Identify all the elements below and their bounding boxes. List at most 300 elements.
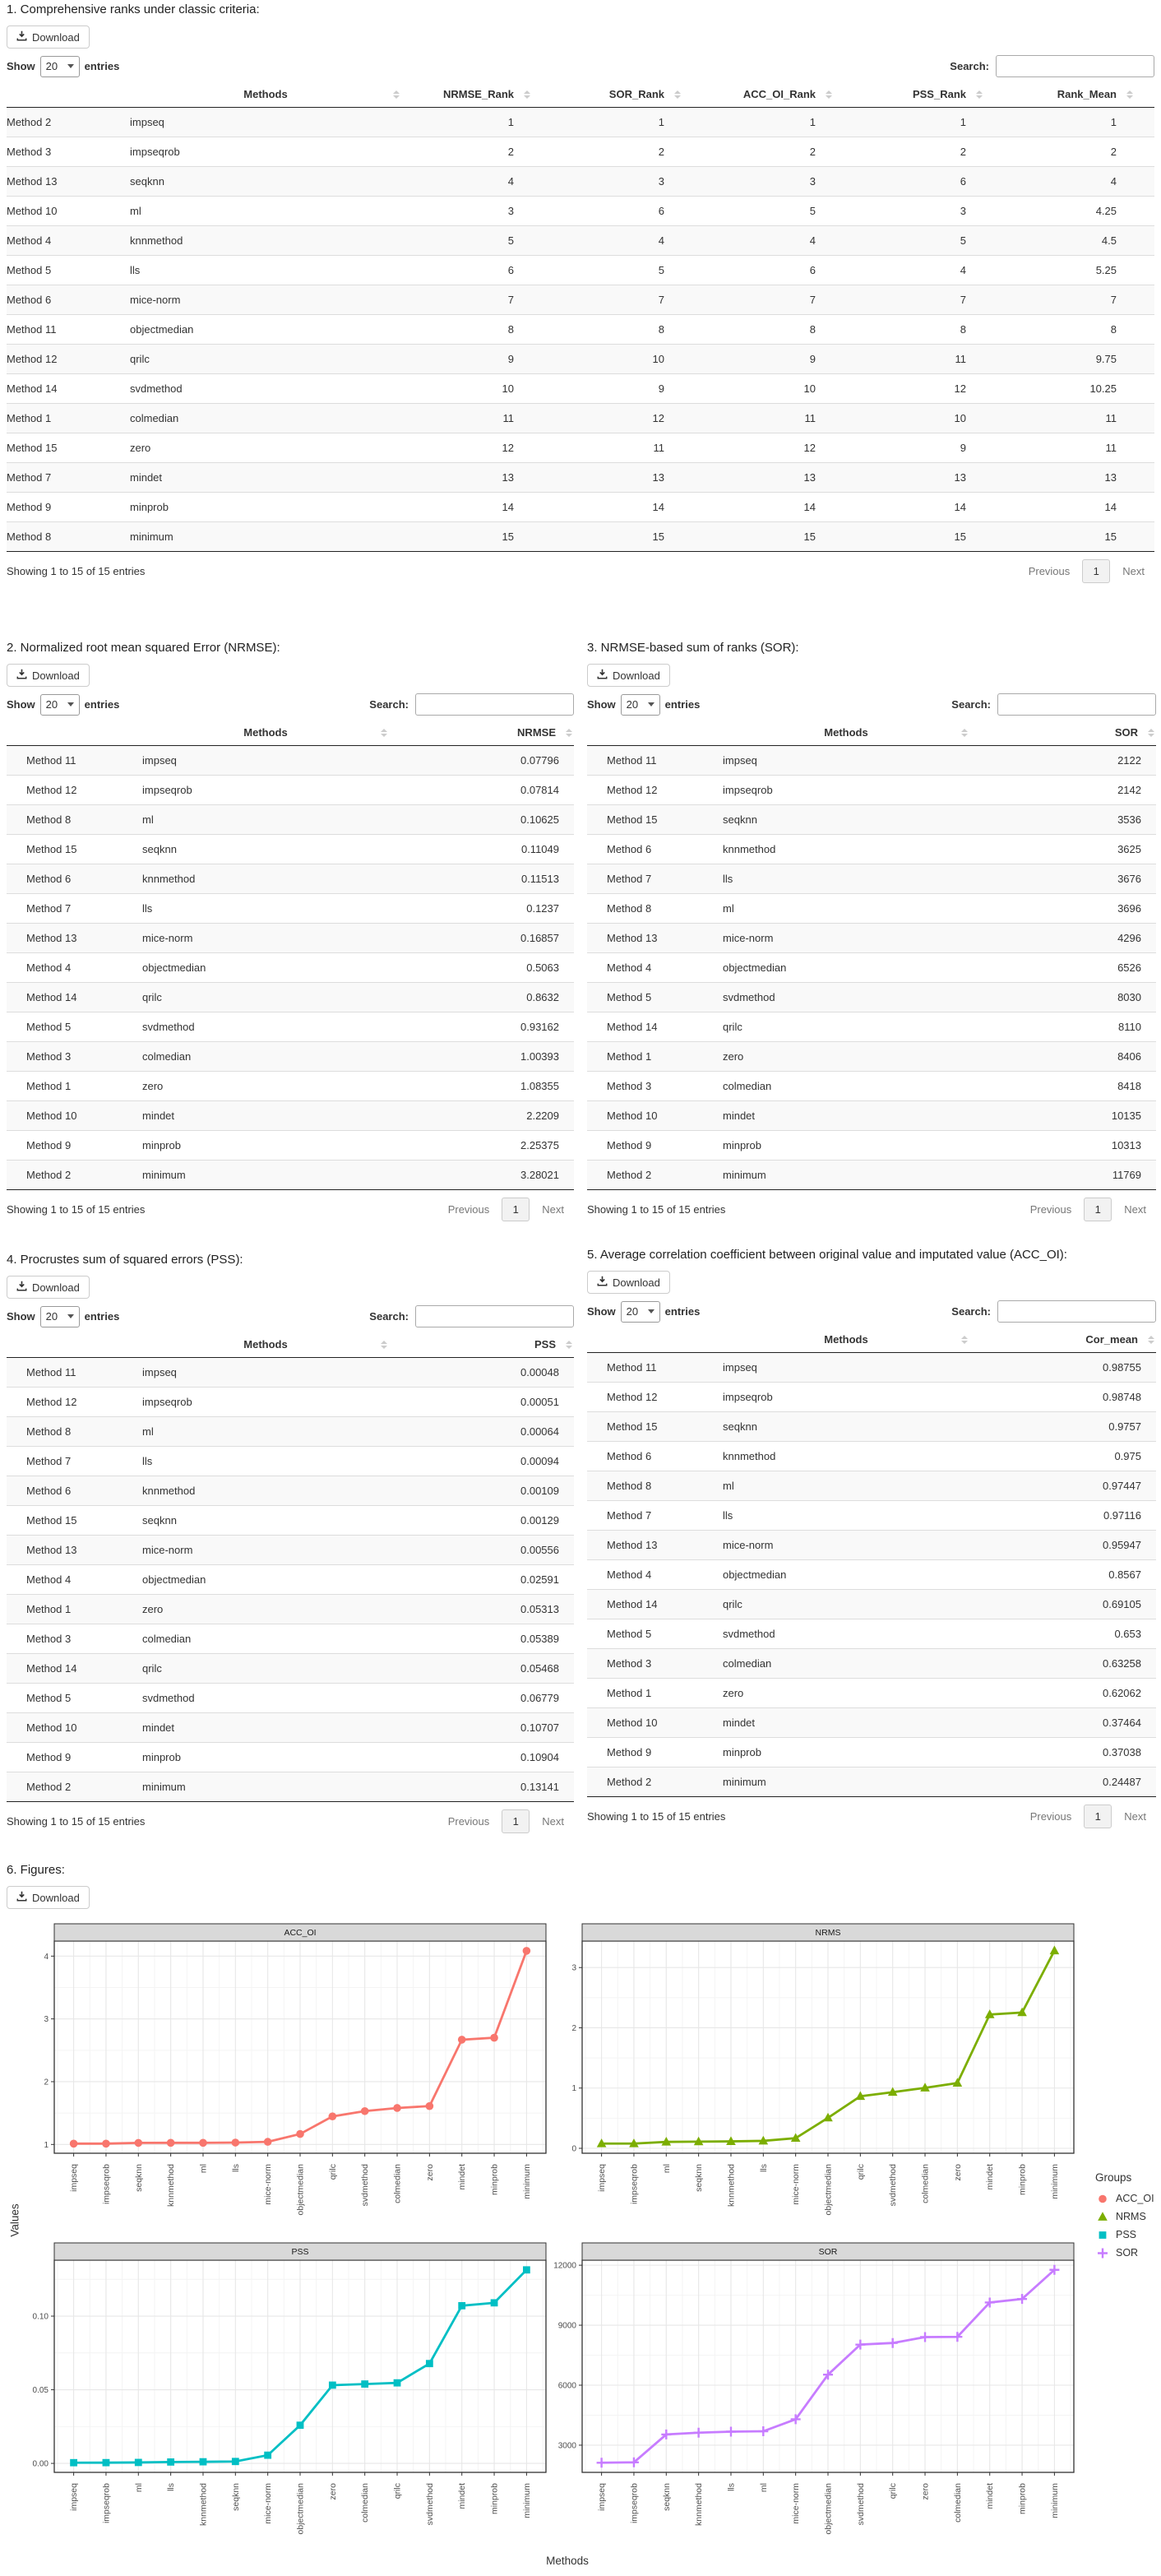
table-cell: 4 xyxy=(401,167,552,197)
table-cell: 0.05313 xyxy=(389,1595,574,1624)
table-cell: 15 xyxy=(552,522,702,552)
table-cell: ml xyxy=(142,805,389,835)
table-cell: 9 xyxy=(853,433,1004,463)
svg-text:minprob: minprob xyxy=(1017,2164,1028,2195)
download-button[interactable] xyxy=(7,25,90,49)
legend-item-label: PSS xyxy=(1116,2229,1137,2240)
table-row xyxy=(7,1131,574,1161)
table-cell: 0.37464 xyxy=(969,1708,1156,1738)
table-row xyxy=(7,463,1154,493)
table-cell: 7 xyxy=(1004,285,1154,315)
table-row xyxy=(587,983,1156,1012)
plot-acc-oi xyxy=(18,1923,548,2241)
table-cell: 3 xyxy=(401,197,552,226)
table-row xyxy=(587,864,1156,894)
svg-text:objectmedian: objectmedian xyxy=(823,2483,834,2535)
page-number-button[interactable]: 1 xyxy=(502,1198,530,1221)
table-cell: 9 xyxy=(702,345,853,374)
table-cell: Method 1 xyxy=(587,1042,723,1072)
table-row xyxy=(7,1743,574,1772)
column-header xyxy=(7,720,142,746)
table-cell: 4 xyxy=(1004,167,1154,197)
svg-text:zero: zero xyxy=(424,2164,435,2181)
table-cell: Method 11 xyxy=(607,1361,657,1374)
table-row xyxy=(587,1738,1156,1768)
section-figures xyxy=(7,1862,1154,1916)
download-button[interactable] xyxy=(587,1271,670,1294)
table-cell: Method 3 xyxy=(7,1624,142,1654)
page-size-select[interactable] xyxy=(621,1301,660,1323)
sort-icon xyxy=(961,1336,968,1344)
table-cell: zero xyxy=(142,1072,389,1101)
table-cell: 1 xyxy=(809,116,816,128)
svg-text:ml: ml xyxy=(661,2164,672,2174)
table-cell: 7 xyxy=(401,285,552,315)
previous-page-button[interactable]: Previous xyxy=(1028,565,1071,577)
table-cell: 4.25 xyxy=(1004,197,1154,226)
pss-legend-marker-icon xyxy=(1095,2228,1110,2242)
page-number-button[interactable]: 1 xyxy=(1082,559,1110,583)
page-length-control xyxy=(7,1306,119,1327)
table-cell: ml xyxy=(142,1417,389,1447)
table-cell: Method 5 xyxy=(7,1684,142,1713)
table-cell: 0.11513 xyxy=(389,864,574,894)
table-row xyxy=(587,1072,1156,1101)
table-cell: 8 xyxy=(853,315,1004,345)
download-button[interactable] xyxy=(7,1886,90,1909)
table-cell: Method 5 xyxy=(7,256,130,285)
table-cell: lls xyxy=(723,864,969,894)
next-page-button[interactable]: Next xyxy=(1124,1810,1146,1823)
table-cell: Method 7 xyxy=(587,864,723,894)
sor-table xyxy=(587,720,1156,1190)
column-header[interactable]: NRMSE_Rank xyxy=(401,82,552,108)
svg-text:PSS: PSS xyxy=(291,2247,309,2257)
svg-text:impseq: impseq xyxy=(597,2483,608,2511)
table-cell: impseq xyxy=(723,754,757,767)
page-size-select[interactable] xyxy=(40,694,80,716)
x-axis-title: Methods xyxy=(546,2555,589,2567)
svg-text:objectmedian: objectmedian xyxy=(295,2483,306,2535)
table-cell: 0.16857 xyxy=(389,924,574,953)
table-cell: Method 11 xyxy=(26,754,76,767)
table-cell: minimum xyxy=(723,1768,969,1797)
svg-text:1: 1 xyxy=(571,2084,576,2094)
download-label: Download xyxy=(613,1276,660,1289)
search-input[interactable] xyxy=(996,55,1154,77)
column-header[interactable]: Methods xyxy=(723,1327,969,1353)
section-title: 2. Normalized root mean squared Error (NRMSE): xyxy=(7,641,280,655)
table-cell: 12 xyxy=(401,433,552,463)
table-row xyxy=(587,1531,1156,1560)
column-header[interactable]: NRMSE xyxy=(389,720,574,746)
table-cell: mindet xyxy=(130,463,401,493)
svg-text:impseqrob: impseqrob xyxy=(629,2483,640,2524)
table-cell: 0.13141 xyxy=(389,1772,574,1802)
table-cell: Method 10 xyxy=(7,1713,142,1743)
table-cell: Method 13 xyxy=(7,924,142,953)
sort-icon xyxy=(826,90,832,99)
download-icon xyxy=(16,30,27,44)
table-cell: 0.97116 xyxy=(969,1501,1156,1531)
table-cell: seqknn xyxy=(142,1506,389,1536)
table-cell: Method 2 xyxy=(7,1772,142,1802)
previous-page-button[interactable]: Previous xyxy=(1029,1203,1072,1216)
table-cell: colmedian xyxy=(723,1072,969,1101)
table-row xyxy=(587,1131,1156,1161)
table-cell: mice-norm xyxy=(723,924,969,953)
table-cell: minimum xyxy=(142,1772,389,1802)
table-cell: 0.10904 xyxy=(389,1743,574,1772)
plot-sor xyxy=(546,2242,1076,2560)
section-title: 1. Comprehensive ranks under classic criteria: xyxy=(7,2,260,16)
svg-text:knnmethod: knnmethod xyxy=(198,2483,209,2526)
svg-text:mice-norm: mice-norm xyxy=(791,2164,802,2205)
svg-text:knnmethod: knnmethod xyxy=(726,2164,737,2207)
table-cell: Method 2 xyxy=(7,116,52,128)
table-cell: 0.00064 xyxy=(389,1417,574,1447)
table-row xyxy=(587,1353,1156,1383)
table-cell: 10 xyxy=(853,404,1004,433)
svg-text:2: 2 xyxy=(44,2078,49,2087)
svg-text:ml: ml xyxy=(198,2164,209,2174)
table-cell: zero xyxy=(142,1595,389,1624)
table-cell: 4 xyxy=(853,256,1004,285)
table-row xyxy=(7,197,1154,226)
table-row xyxy=(7,864,574,894)
table-cell: Method 12 xyxy=(7,345,130,374)
table-cell: 8 xyxy=(1004,315,1154,345)
search-label: Search: xyxy=(951,1305,991,1318)
table-cell: 7 xyxy=(853,285,1004,315)
table-row xyxy=(7,345,1154,374)
legend-title: Groups xyxy=(1095,2171,1132,2184)
table-cell: 10 xyxy=(401,374,552,404)
table-row xyxy=(587,1042,1156,1072)
table-cell: 3 xyxy=(853,197,1004,226)
table-cell: Method 7 xyxy=(7,1447,142,1476)
table-row xyxy=(587,746,1156,776)
table-cell: Method 13 xyxy=(587,924,723,953)
svg-text:mice-norm: mice-norm xyxy=(263,2483,274,2524)
svg-text:minprob: minprob xyxy=(489,2164,500,2195)
table-row xyxy=(587,1161,1156,1190)
table-cell: 0.9757 xyxy=(969,1412,1156,1442)
svg-text:impseq: impseq xyxy=(69,2483,80,2511)
table-cell: 3536 xyxy=(969,805,1156,835)
svg-text:mice-norm: mice-norm xyxy=(791,2483,802,2524)
search-label: Search: xyxy=(369,1310,409,1323)
show-label: Show xyxy=(587,698,616,711)
svg-text:mindet: mindet xyxy=(985,2483,996,2509)
table-cell: Method 1 xyxy=(587,1679,723,1708)
plot-pss xyxy=(18,2242,548,2560)
plot-nrms xyxy=(546,1923,1076,2241)
figure-legend xyxy=(1095,2171,1154,2262)
table-cell: 14 xyxy=(1004,493,1154,522)
table-cell: 0.05468 xyxy=(389,1654,574,1684)
table-cell: 11 xyxy=(1004,404,1154,433)
page-number-button[interactable]: 1 xyxy=(502,1809,530,1833)
svg-text:impseqrob: impseqrob xyxy=(629,2164,640,2205)
page-size-select[interactable] xyxy=(621,694,660,716)
table-cell: objectmedian xyxy=(142,1565,389,1595)
table-cell: 0.98748 xyxy=(969,1383,1156,1412)
search-input[interactable] xyxy=(415,1305,574,1327)
section-pss xyxy=(7,1252,574,1833)
table-cell: 0.07796 xyxy=(520,754,559,767)
svg-text:lls: lls xyxy=(230,2164,241,2172)
table-row xyxy=(587,1012,1156,1042)
page-number-button[interactable]: 1 xyxy=(1084,1805,1112,1828)
table-cell: Method 1 xyxy=(7,1072,142,1101)
svg-text:zero: zero xyxy=(920,2483,931,2500)
table-cell: mice-norm xyxy=(723,1531,969,1560)
table-cell: 1.08355 xyxy=(389,1072,574,1101)
column-header[interactable]: Methods xyxy=(723,720,969,746)
table-cell: 13 xyxy=(853,463,1004,493)
svg-text:ml: ml xyxy=(758,2483,769,2493)
table-cell: knnmethod xyxy=(130,226,401,256)
table-cell: Method 9 xyxy=(587,1738,723,1768)
table-row xyxy=(7,1536,574,1565)
table-cell: minimum xyxy=(142,1161,389,1190)
table-row xyxy=(587,835,1156,864)
table-cell: 2 xyxy=(853,137,1004,167)
table-cell: 2.2209 xyxy=(389,1101,574,1131)
table-cell: 0.07814 xyxy=(389,776,574,805)
legend-item-label: SOR xyxy=(1116,2247,1139,2259)
table-cell: 14 xyxy=(552,493,702,522)
next-page-button[interactable]: Next xyxy=(542,1815,564,1828)
table-cell: Method 13 xyxy=(7,167,130,197)
table-cell: Method 2 xyxy=(587,1161,723,1190)
table-cell: 0.5063 xyxy=(389,953,574,983)
svg-text:seqknn: seqknn xyxy=(694,2164,705,2192)
column-header[interactable]: SOR_Rank xyxy=(552,82,702,108)
table-cell: 2142 xyxy=(969,776,1156,805)
previous-page-button[interactable]: Previous xyxy=(447,1815,490,1828)
table-row xyxy=(7,1476,574,1506)
table-cell: impseq xyxy=(142,754,177,767)
table-cell: 11 xyxy=(401,404,552,433)
table-row xyxy=(7,1684,574,1713)
table-cell: Method 5 xyxy=(587,1619,723,1649)
table-cell: svdmethod xyxy=(142,1012,389,1042)
table-cell: zero xyxy=(723,1679,969,1708)
page-length-control xyxy=(7,56,119,77)
table-cell: impseqrob xyxy=(130,137,401,167)
table-cell: Method 12 xyxy=(587,1383,723,1412)
sort-icon xyxy=(381,729,387,737)
next-page-button[interactable]: Next xyxy=(1122,565,1145,577)
table-row xyxy=(7,1161,574,1190)
entries-label: entries xyxy=(664,698,701,711)
column-header[interactable]: PSS_Rank xyxy=(853,82,1004,108)
table-row xyxy=(587,1768,1156,1797)
table-cell: svdmethod xyxy=(130,374,401,404)
table-row xyxy=(587,1101,1156,1131)
section-sor xyxy=(587,640,1156,1221)
next-page-button[interactable]: Next xyxy=(542,1203,564,1216)
svg-text:colmedian: colmedian xyxy=(952,2483,963,2523)
download-button[interactable] xyxy=(587,664,670,687)
table-cell: Method 10 xyxy=(7,1101,142,1131)
table-cell: Method 14 xyxy=(7,983,142,1012)
page-size-value: 20 xyxy=(45,1310,58,1323)
table-cell: 1 xyxy=(960,116,966,128)
svg-text:seqknn: seqknn xyxy=(230,2483,241,2511)
table-cell: objectmedian xyxy=(723,1560,969,1590)
table-cell: 3.28021 xyxy=(389,1161,574,1190)
table-cell: Method 15 xyxy=(7,433,130,463)
table-cell: lls xyxy=(142,894,389,924)
table-row xyxy=(7,953,574,983)
page-number-button[interactable]: 1 xyxy=(1084,1198,1112,1221)
table-row xyxy=(7,1654,574,1684)
svg-text:impseq: impseq xyxy=(69,2164,80,2192)
sort-icon xyxy=(1148,1336,1154,1344)
table-cell: 0.00048 xyxy=(520,1366,559,1378)
svg-text:mice-norm: mice-norm xyxy=(263,2164,274,2205)
acc_oi-legend-marker-icon xyxy=(1095,2192,1110,2206)
table-info: Showing 1 to 15 of 15 entries xyxy=(7,565,146,577)
table-cell: knnmethod xyxy=(723,835,969,864)
table-cell: Method 3 xyxy=(587,1649,723,1679)
column-header[interactable]: Methods xyxy=(142,720,389,746)
next-page-button[interactable]: Next xyxy=(1124,1203,1146,1216)
table-cell: 0.653 xyxy=(969,1619,1156,1649)
svg-text:knnmethod: knnmethod xyxy=(694,2483,705,2526)
svg-text:2: 2 xyxy=(571,2023,576,2033)
download-button[interactable] xyxy=(7,1276,90,1299)
table-cell: Method 2 xyxy=(587,1768,723,1797)
svg-text:ml: ml xyxy=(133,2483,144,2493)
section-nrmse xyxy=(7,640,574,1221)
column-header[interactable]: Methods xyxy=(130,82,401,108)
table-cell: Method 7 xyxy=(587,1501,723,1531)
svg-text:colmedian: colmedian xyxy=(360,2483,371,2523)
column-header[interactable]: Methods xyxy=(142,1332,389,1358)
table-cell: Method 8 xyxy=(7,805,142,835)
table-cell: 0.93162 xyxy=(389,1012,574,1042)
table-cell: 6 xyxy=(853,167,1004,197)
table-cell: mindet xyxy=(723,1708,969,1738)
table-row xyxy=(587,894,1156,924)
column-header[interactable]: SOR xyxy=(969,720,1156,746)
table-row xyxy=(7,835,574,864)
search-label: Search: xyxy=(950,60,989,72)
ranks-table xyxy=(7,82,1154,552)
table-cell: 9 xyxy=(552,374,702,404)
previous-page-button[interactable]: Previous xyxy=(447,1203,490,1216)
table-cell: 12 xyxy=(702,433,853,463)
table-cell: Method 4 xyxy=(587,1560,723,1590)
svg-text:qrilc: qrilc xyxy=(855,2164,866,2180)
table-cell: 0.8632 xyxy=(389,983,574,1012)
download-icon xyxy=(16,1281,27,1294)
search-input[interactable] xyxy=(415,693,574,716)
page-size-select[interactable] xyxy=(40,56,80,77)
svg-text:zero: zero xyxy=(952,2164,963,2181)
table-cell: 11769 xyxy=(969,1161,1156,1190)
table-cell: Method 8 xyxy=(587,894,723,924)
caret-down-icon xyxy=(67,1314,74,1318)
table-info: Showing 1 to 15 of 15 entries xyxy=(587,1810,726,1823)
svg-text:svdmethod: svdmethod xyxy=(888,2164,899,2207)
table-cell: 6 xyxy=(702,256,853,285)
table-cell: 13 xyxy=(702,463,853,493)
table-cell: Method 3 xyxy=(587,1072,723,1101)
table-cell: 5 xyxy=(853,226,1004,256)
table-cell: 2 xyxy=(552,137,702,167)
search-label: Search: xyxy=(951,698,991,711)
column-header[interactable]: PSS xyxy=(389,1332,574,1358)
download-button[interactable] xyxy=(7,664,90,687)
show-label: Show xyxy=(7,698,35,711)
table-cell: 0.24487 xyxy=(969,1768,1156,1797)
table-cell: 2.25375 xyxy=(389,1131,574,1161)
table-cell: 0.06779 xyxy=(389,1684,574,1713)
svg-text:0.10: 0.10 xyxy=(32,2312,49,2322)
svg-text:3: 3 xyxy=(44,2015,49,2025)
show-label: Show xyxy=(587,1305,616,1318)
table-row xyxy=(7,983,574,1012)
search-input[interactable] xyxy=(997,693,1156,716)
table-cell: Method 5 xyxy=(587,983,723,1012)
table-cell: ml xyxy=(723,1471,969,1501)
table-row xyxy=(7,404,1154,433)
column-header[interactable]: ACC_OI_Rank xyxy=(702,82,853,108)
column-header[interactable]: Cor_mean xyxy=(969,1327,1156,1353)
table-row xyxy=(7,805,574,835)
search-input[interactable] xyxy=(997,1300,1156,1323)
table-cell: Method 8 xyxy=(7,1417,142,1447)
table-cell: 0.00109 xyxy=(389,1476,574,1506)
table-cell: knnmethod xyxy=(142,864,389,894)
table-cell: Method 6 xyxy=(7,285,130,315)
page-size-select[interactable] xyxy=(40,1306,80,1327)
download-icon xyxy=(597,669,608,682)
table-cell: 0.97447 xyxy=(969,1471,1156,1501)
table-cell: 8110 xyxy=(969,1012,1156,1042)
table-cell: 15 xyxy=(401,522,552,552)
sort-icon xyxy=(566,729,572,737)
download-label: Download xyxy=(32,1891,80,1904)
table-cell: 4296 xyxy=(969,924,1156,953)
table-row xyxy=(7,493,1154,522)
table-cell: mindet xyxy=(723,1101,969,1131)
table-cell: lls xyxy=(130,256,401,285)
table-cell: impseqrob xyxy=(142,1388,389,1417)
page-length-control xyxy=(587,694,700,716)
sort-icon xyxy=(381,1341,387,1349)
table-cell: 0.02591 xyxy=(389,1565,574,1595)
section-acc-oi xyxy=(587,1247,1156,1828)
caret-down-icon xyxy=(67,702,74,707)
column-header[interactable]: Rank_Mean xyxy=(1004,82,1154,108)
column-header xyxy=(7,82,130,108)
svg-text:lls: lls xyxy=(726,2483,737,2491)
table-cell: ml xyxy=(130,197,401,226)
legend-item-label: ACC_OI xyxy=(1116,2193,1154,2204)
previous-page-button[interactable]: Previous xyxy=(1029,1810,1072,1823)
table-cell: seqknn xyxy=(723,1412,969,1442)
svg-text:mindet: mindet xyxy=(457,2483,468,2509)
table-cell: 2 xyxy=(702,137,853,167)
table-cell: 0.975 xyxy=(969,1442,1156,1471)
table-cell: minprob xyxy=(142,1131,389,1161)
